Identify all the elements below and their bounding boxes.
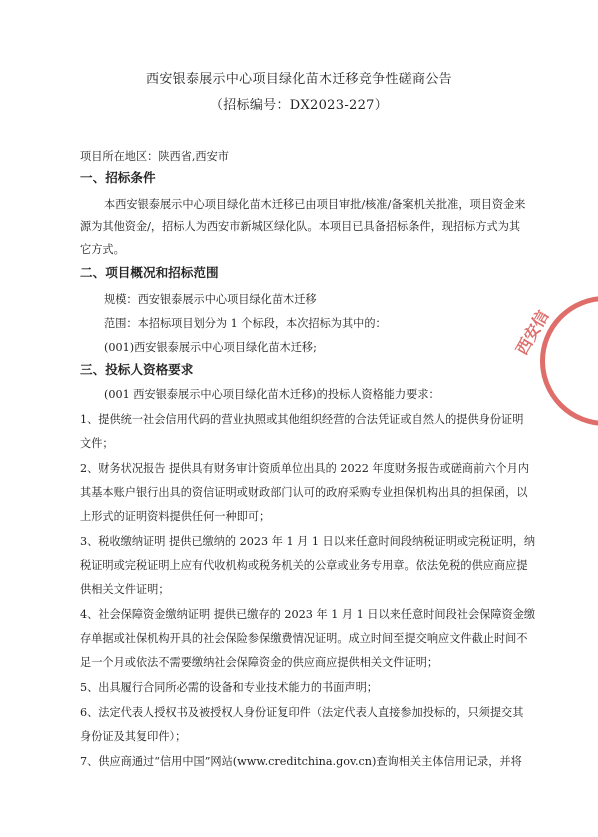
paragraph-line: 它方式。 bbox=[80, 243, 125, 256]
document-title: 西安银泰展示中心项目绿化苗木迁移竞争性磋商公告 bbox=[146, 72, 452, 87]
requirement-line: 5、出具履行合同所必需的设备和专业技术能力的书面声明； bbox=[80, 681, 378, 694]
requirement-line: 足一个月或依法不需要缴纳社会保障资金的供应商应提供相关文件证明； bbox=[80, 656, 439, 669]
requirement-line: 税证明或完税证明上应有代收机构或税务机关的公章或业务专用章。依法免税的供应商应提 bbox=[80, 559, 528, 572]
project-scale: 规模：西安银泰展示中心项目绿化苗木迁移 bbox=[104, 293, 317, 306]
requirement-line: 6、法定代表人授权书及被授权人身份证复印件（法定代表人直接参加投标的，只须提交其 bbox=[80, 706, 524, 719]
requirement-line: 1、提供统一社会信用代码的营业执照或其他组织经营的合法凭证或自然人的提供身份证明 bbox=[80, 413, 524, 426]
requirement-line: 2、财务状况报告 提供具有财务审计资质单位出具的 2022 年度财务报告或磋商前六个月内 bbox=[80, 462, 530, 475]
project-scope: 范围：本招标项目划分为 1 个标段，本次招标为其中的： bbox=[104, 317, 387, 330]
requirement-line: 文件； bbox=[80, 437, 114, 450]
paragraph-line: 源为其他资金/，招标人为西安市新城区绿化队。本项目已具备招标条件，现招标方式为其 bbox=[80, 220, 521, 233]
requirement-line: 4、社会保障资金缴纳证明 提供已缴存的 2023 年 1 月 1 日以来任意时间段社会保障资金缴 bbox=[80, 608, 536, 621]
paragraph-line: 本西安银泰展示中心项目绿化苗木迁移已由项目审批/核准/备案机关批准，项目资金来 bbox=[104, 198, 526, 211]
requirement-line: 其基本账户银行出具的资信证明或财政部门认可的政府采购专业担保机构出具的担保函，以 bbox=[80, 486, 528, 499]
project-lot: (001)西安银泰展示中心项目绿化苗木迁移; bbox=[104, 341, 317, 354]
requirement-line: 供相关文件证明； bbox=[80, 583, 170, 596]
requirement-line: 3、税收缴纳证明 提供已缴纳的 2023 年 1 月 1 日以来任意时间段纳税证明或完税证明，纳 bbox=[80, 535, 536, 548]
tender-number: （招标编号：DX2023-227） bbox=[209, 98, 389, 113]
requirement-line: 存单据或社保机构开具的社会保险参保缴费情况证明。成立时间至提交响应文件截止时间不 bbox=[80, 632, 528, 645]
requirement-line: 7、供应商通过“信用中国”网站(www.creditchina.gov.cn)查询相关主体信用记录，并将 bbox=[80, 755, 522, 768]
qualification-intro: (001 西安银泰展示中心项目绿化苗木迁移)的投标人资格能力要求： bbox=[104, 388, 440, 401]
requirement-line: 身份证及其复印件）； bbox=[80, 730, 187, 743]
seal-text: 西安信 bbox=[512, 307, 553, 359]
section-heading-3: 三、投标人资格要求 bbox=[80, 362, 194, 377]
section-heading-1: 一、招标条件 bbox=[80, 170, 156, 185]
project-location: 项目所在地区：陕西省,西安市 bbox=[80, 150, 229, 163]
section-heading-2: 二、项目概况和招标范围 bbox=[80, 265, 219, 280]
requirement-line: 上形式的证明资料提供任何一种即可； bbox=[80, 510, 271, 523]
